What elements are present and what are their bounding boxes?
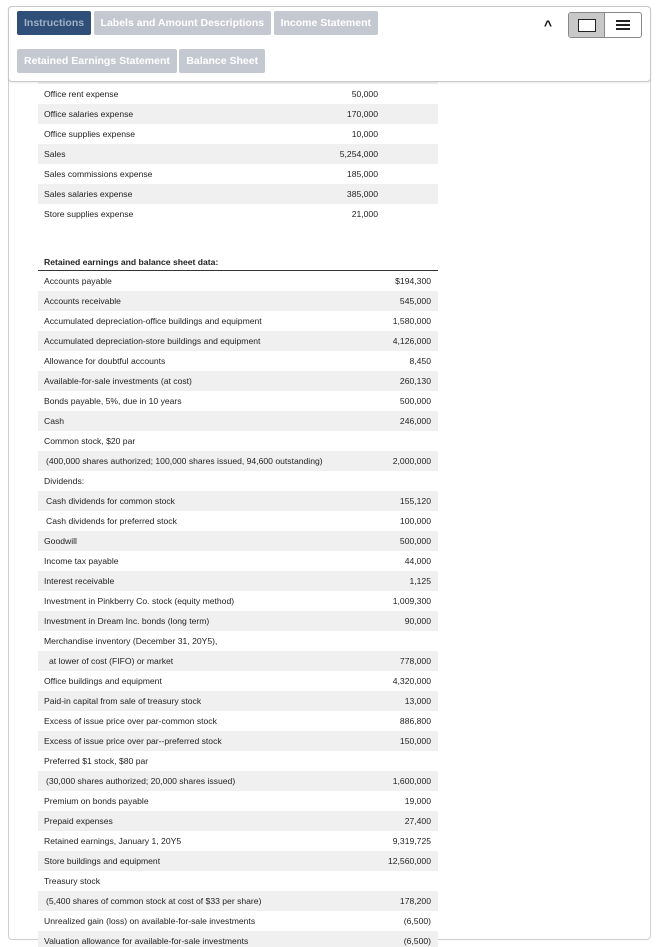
row-label: Investment in Pinkberry Co. stock (equity method) — [44, 596, 235, 606]
row-value: 2,000,000 — [392, 456, 431, 466]
list-view-icon — [616, 20, 630, 30]
row-label: Sales salaries expense — [44, 189, 133, 199]
row-label: Accounts receivable — [44, 296, 121, 306]
row-value: 545,000 — [399, 296, 431, 306]
row-value: 21,000 — [351, 209, 378, 219]
list-item — [38, 164, 438, 184]
list-item — [38, 411, 438, 431]
row-label: Dividends: — [44, 476, 85, 486]
list-item — [38, 651, 438, 671]
row-label: Merchandise inventory (December 31, 20Y5), — [44, 636, 218, 646]
row-value: 4,320,000 — [392, 676, 431, 686]
row-label: Interest receivable — [44, 576, 115, 586]
row-label: Accumulated depreciation-office buildings and equipment — [44, 316, 262, 326]
list-item — [38, 311, 438, 331]
row-label: Cash — [44, 416, 65, 426]
list-item — [38, 731, 438, 751]
list-item — [38, 571, 438, 591]
list-item — [38, 391, 438, 411]
row-value: 185,000 — [346, 169, 378, 179]
row-label: (5,400 shares of common stock at cost of $33 per share) — [46, 896, 262, 906]
row-label: Accounts payable — [44, 276, 112, 286]
list-item — [38, 184, 438, 204]
list-item — [38, 631, 438, 651]
row-label: Common stock, $20 par — [44, 436, 136, 446]
row-label: Allowance for doubtful accounts — [44, 356, 166, 366]
row-label: Available-for-sale investments (at cost) — [44, 376, 192, 386]
row-label: Goodwill — [44, 536, 77, 546]
tab-list — [17, 11, 407, 76]
tab-labels-and-amount-descriptions[interactable]: Labels and Amount Descriptions — [94, 11, 272, 35]
list-item — [38, 84, 438, 104]
row-value: 4,126,000 — [392, 336, 431, 346]
list-item — [38, 851, 438, 871]
row-value: 44,000 — [404, 556, 431, 566]
row-value: (6,500) — [403, 936, 431, 946]
list-item — [38, 931, 438, 947]
row-value: 170,000 — [346, 109, 378, 119]
list-item — [38, 751, 438, 771]
list-item — [38, 471, 438, 491]
row-value: (6,500) — [403, 916, 431, 926]
list-item — [38, 551, 438, 571]
single-pane-icon — [578, 19, 596, 32]
row-label: Sales — [44, 149, 66, 159]
list-item — [38, 771, 438, 791]
list-item — [38, 831, 438, 851]
row-value: 500,000 — [399, 536, 431, 546]
row-label: Retained earnings, January 1, 20Y5 — [44, 836, 182, 846]
view-controls — [528, 11, 642, 39]
row-value: 178,200 — [399, 896, 431, 906]
single-pane-button[interactable] — [569, 13, 605, 37]
row-value: 100,000 — [399, 516, 431, 526]
list-item — [38, 351, 438, 371]
list-item — [38, 871, 438, 891]
row-value: 246,000 — [399, 416, 431, 426]
list-item — [38, 511, 438, 531]
list-item — [38, 491, 438, 511]
row-value: 13,000 — [404, 696, 431, 706]
row-label: Investment in Dream Inc. bonds (long term) — [44, 616, 210, 626]
row-label: (400,000 shares authorized; 100,000 shares issued, 94,600 outstanding) — [46, 456, 323, 466]
row-label: Cash dividends for common stock — [46, 496, 175, 506]
tab-balance-sheet[interactable]: Balance Sheet — [179, 49, 265, 73]
row-value: 19,000 — [404, 796, 431, 806]
row-value: 1,580,000 — [392, 316, 431, 326]
row-value: 1,009,300 — [392, 596, 431, 606]
list-item — [38, 104, 438, 124]
row-label: Sales commissions expense — [44, 169, 153, 179]
row-value: 385,000 — [346, 189, 378, 199]
list-item — [38, 204, 438, 224]
row-label: Valuation allowance for available-for-sale investments — [44, 936, 249, 946]
row-label: Preferred $1 stock, $80 par — [44, 756, 149, 766]
list-item — [38, 611, 438, 631]
list-item — [38, 671, 438, 691]
chevron-up-icon: ^ — [543, 17, 553, 33]
list-item — [38, 791, 438, 811]
list-item — [38, 891, 438, 911]
row-value: 260,130 — [399, 376, 431, 386]
section-heading — [38, 251, 438, 271]
tab-retained-earnings-statement[interactable]: Retained Earnings Statement — [17, 49, 177, 73]
row-value: 1,600,000 — [392, 776, 431, 786]
list-item — [38, 811, 438, 831]
list-item — [38, 531, 438, 551]
row-label: Office buildings and equipment — [44, 676, 162, 686]
row-value: 150,000 — [399, 736, 431, 746]
list-item — [38, 911, 438, 931]
section-title: Retained earnings and balance sheet data: — [44, 257, 219, 267]
row-value: 12,560,000 — [387, 856, 431, 866]
row-label: Prepaid expenses — [44, 816, 113, 826]
layout-toggle — [568, 12, 642, 38]
list-item — [38, 371, 438, 391]
list-item — [38, 591, 438, 611]
row-label: Excess of issue price over par--preferred stock — [44, 736, 222, 746]
row-value: 500,000 — [399, 396, 431, 406]
list-item — [38, 331, 438, 351]
row-value: 886,800 — [399, 716, 431, 726]
row-label: Unrealized gain (loss) on available-for-sale investments — [44, 916, 256, 926]
data-listing — [38, 72, 438, 947]
collapse-button[interactable] — [528, 11, 568, 39]
row-label: Treasury stock — [44, 876, 101, 886]
row-label: Office salaries expense — [44, 109, 134, 119]
row-value: 8,450 — [409, 356, 431, 366]
row-value: 90,000 — [404, 616, 431, 626]
row-label: (30,000 shares authorized; 20,000 shares issued) — [46, 776, 236, 786]
row-value: $194,300 — [395, 276, 431, 286]
row-label: Accumulated depreciation-store buildings and equipment — [44, 336, 261, 346]
row-value: 155,120 — [399, 496, 431, 506]
row-value: 778,000 — [399, 656, 431, 666]
row-label: Office supplies expense — [44, 129, 136, 139]
row-label: Excess of issue price over par-common stock — [44, 716, 217, 726]
row-value: 27,400 — [404, 816, 431, 826]
list-item — [38, 711, 438, 731]
tab-instructions[interactable]: Instructions — [17, 11, 91, 35]
tab-bar — [8, 6, 651, 82]
row-label: Office rent expense — [44, 89, 119, 99]
tab-income-statement[interactable]: Income Statement — [274, 11, 378, 35]
row-value: 50,000 — [351, 89, 378, 99]
row-label: Bonds payable, 5%, due in 10 years — [44, 396, 182, 406]
row-label: Paid-in capital from sale of treasury stock — [44, 696, 202, 706]
row-label: Cash dividends for preferred stock — [46, 516, 177, 526]
row-label: Income tax payable — [44, 556, 119, 566]
list-item — [38, 291, 438, 311]
list-item — [38, 124, 438, 144]
row-label: Premium on bonds payable — [44, 796, 149, 806]
list-item — [38, 451, 438, 471]
row-label: Store buildings and equipment — [44, 856, 161, 866]
row-label: at lower of cost (FIFO) or market — [49, 656, 174, 666]
list-item — [38, 691, 438, 711]
row-label: Store supplies expense — [44, 209, 134, 219]
row-value: 1,125 — [409, 576, 431, 586]
tab-row-2 — [17, 49, 407, 76]
list-item — [38, 271, 438, 291]
row-value: 10,000 — [351, 129, 378, 139]
row-value: 5,254,000 — [339, 149, 378, 159]
list-view-button[interactable] — [605, 13, 641, 37]
row-value: 9,319,725 — [392, 836, 431, 846]
list-item — [38, 144, 438, 164]
list-item — [38, 431, 438, 451]
